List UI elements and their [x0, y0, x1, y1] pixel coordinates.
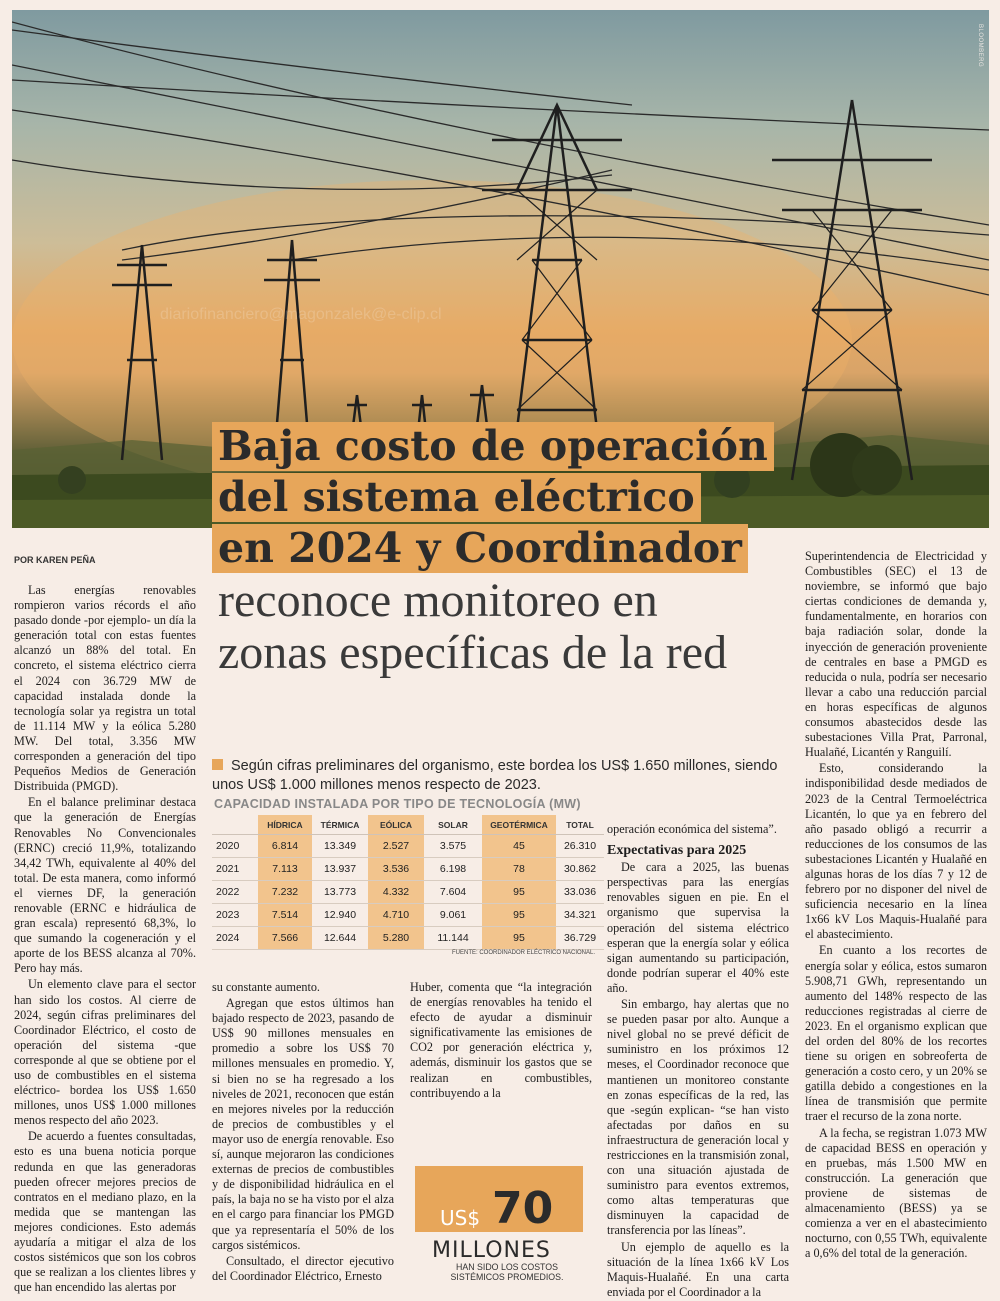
- table-cell: 6.814: [258, 835, 312, 858]
- table-cell: 12.644: [312, 927, 368, 950]
- watermark: diariofinanciero@magonzalek@e-clip.cl: [160, 306, 442, 323]
- table-cell: 33.036: [556, 881, 604, 904]
- table-cell: 6.198: [424, 858, 482, 881]
- table-cell: 12.940: [312, 904, 368, 927]
- pullquote-currency: US$: [440, 1206, 481, 1230]
- paragraph: A la fecha, se registran 1.073 MW de capacidad BESS en operación y en pruebas, más 1.500 MW en construcción. La generación que proviene de sistemas de almacenamiento (BESS) ya se comienza a ver en el abastecimiento nocturno, con 0,55 TWh, equivalente a 0,6% del total de la generación.: [805, 1125, 987, 1261]
- column-4: [607, 822, 789, 1301]
- paragraph: Un ejemplo de aquello es la situación de la línea 1x66 kV Los Maquis-Hualañé. En una carta enviada por el Coordinador a la: [607, 1239, 789, 1299]
- paragraph: En cuanto a los recortes de energía solar y eólica, estos sumaron 5.908,71 GWh, representando un aumento del 148% respecto de las reducciones registradas al cierre de 2023. En el organismo explican que del orden del 80% de los recortes tiene su origen en sobreoferta de generación a costo cero, y un 20% se gatilla debido a congestiones en la línea de transmisión que permite traer el recurso de la zona norte.: [805, 943, 987, 1124]
- table-row: [212, 881, 604, 904]
- table-cell: 7.232: [258, 881, 312, 904]
- table-cell: 95: [482, 904, 556, 927]
- table-title: CAPACIDAD INSTALADA POR TIPO DE TECNOLOGÍA (MW): [214, 797, 581, 811]
- paragraph: En el balance preliminar destaca que la generación de Energías Renovables No Convencionales (ERNC) creció 11,9%, totalizando 34,42 TWh, equivalente al 40% del total. De esta manera, como informó el viernes DF, la generación renovable (ERNC e hidráulica de gran escala) representó 68,3%, lo que sumando la cogeneración y el aporte de los BESS alcanza al 70%. Pero hay más.: [14, 795, 196, 976]
- table-cell: 36.729: [556, 927, 604, 950]
- byline: POR KAREN PEÑA: [14, 555, 96, 565]
- table-cell: 26.310: [556, 835, 604, 858]
- paragraph: Sin embargo, hay alertas que no se pueden pasar por alto. Aunque a nivel global no se prevé déficit de suministro en los próximos 12 meses, el Coordinador reconoce que mantienen un monitoreo constante en zonas específicas de la red, las que -según explican- “se han visto afectadas por daños en su infraestructura de generación local y restricciones en la transmisión zonal, con una situación ajustada de suministro para eventos extremos, como altas temperaturas que disminuyen la capacidad de transferencia por las líneas”.: [607, 997, 789, 1238]
- paragraph: De cara a 2025, las buenas perspectivas para las energías renovables siguen en pie. En el organismo que supervisa la operación del sistema eléctrico esperan que la energía solar y eólica sigan aumentando su participación, donde podrían superar el 40% este año.: [607, 860, 789, 995]
- summary-text: Según cifras preliminares del organismo, este bordea los US$ 1.650 millones, siendo unos US$ 1.000 millones menos respecto de 2023.: [212, 758, 778, 793]
- table-header: HÍDRICA: [258, 815, 312, 835]
- table-cell: 2.527: [368, 835, 424, 858]
- table-cell: 95: [482, 881, 556, 904]
- table-row: [212, 927, 604, 950]
- table-header: EÓLICA: [368, 815, 424, 835]
- paragraph: operación económica del sistema”.: [607, 822, 777, 836]
- pullquote-number: 70: [492, 1183, 554, 1234]
- headline: [212, 422, 772, 679]
- paragraph: Esto, considerando la indisponibilidad desde mediados de 2023 de la Central Termoeléctrica Licantén, lo que ya en febrero del año pasado obligó a recurrir a reducciones de los consumos de las subestaciones Licantén y Hualañé en algunas horas de los días 7 y 12 de febrero por no disponer del nivel de suficiencia necesario en la línea 1x66 kV Los Maquis-Hualañé para el abastecimiento.: [805, 761, 987, 942]
- photo-credit: BLOOMBERG: [977, 24, 983, 68]
- table-row: [212, 904, 604, 927]
- paragraph: su constante aumento.: [212, 980, 320, 994]
- table-cell: 13.773: [312, 881, 368, 904]
- table-cell: 7.514: [258, 904, 312, 927]
- table-cell: 2023: [212, 904, 258, 927]
- headline-line-5: zonas específicas de la red: [218, 626, 728, 679]
- table-cell: 7.604: [424, 881, 482, 904]
- table-source: FUENTE: COORDINADOR ELÉCTRICO NACIONAL.: [452, 950, 596, 956]
- pullquote-text: HAN SIDO LOS COSTOS SISTÉMICOS PROMEDIOS.: [450, 1262, 564, 1282]
- table-cell: 7.113: [258, 858, 312, 881]
- capacity-table: [212, 815, 604, 950]
- table-cell: 11.144: [424, 927, 482, 950]
- headline-line-3: en 2024 y Coordinador: [212, 524, 748, 573]
- section-heading: Expectativas para 2025: [607, 843, 747, 859]
- column-5: [805, 549, 987, 1262]
- column-2: [212, 980, 394, 1285]
- table-header-row: [212, 815, 604, 835]
- table-cell: 2024: [212, 927, 258, 950]
- paragraph: De acuerdo a fuentes consultadas, esto es una buena noticia porque redunda en que las generadoras pueden ofrecer mejores precios de contratos en el mediano plazo, en la medida que se mantengan las mejores condiciones. Esto además ayudaría a mitigar el alza de los costos sistémicos que son los cobros que se realizan a los clientes libres y que han encendido las alertas por: [14, 1129, 196, 1295]
- paragraph: Las energías renovables rompieron varios récords el año pasado donde -por ejemplo- un día la generación total con estas fuentes alcanzó un 88% del total. En concreto, el sistema eléctrico cierra el 2024 con 36.729 MW de capacidad instalada donde la tecnología solar ya registra un total de 11.114 MW y la eólica 5.280 MW. Del total, 3.356 MW corresponden a generación del tipo Pequeños Medios de Generación Distribuida (PMGD).: [14, 583, 196, 794]
- column-3: [410, 980, 592, 1102]
- table-row: [212, 835, 604, 858]
- headline-line-1: Baja costo de operación: [212, 422, 774, 471]
- headline-line-2: del sistema eléctrico: [212, 473, 701, 522]
- table-cell: 3.575: [424, 835, 482, 858]
- paragraph: Un elemento clave para el sector han sido los costos. Al cierre de 2024, según cifras preliminares del Coordinador Eléctrico, el costo de operación del sistema -que corresponde al que se obtiene por el uso de combustibles en el sistema eléctrico- bordea los US$ 1.650 millones, unos US$ 1.000 millones menos respecto del año 2023.: [14, 977, 196, 1128]
- table-cell: 45: [482, 835, 556, 858]
- table-cell: 13.349: [312, 835, 368, 858]
- table-cell: 7.566: [258, 927, 312, 950]
- table-cell: 4.710: [368, 904, 424, 927]
- table-header: SOLAR: [424, 815, 482, 835]
- paragraph: Agregan que estos últimos han bajado respecto de 2023, pasando de US$ 90 millones mensuales en promedio a sobre los US$ 70 millones mensuales en promedio. Y, si bien no se ha regresado a los niveles de 2021, reconocen que están en mejores niveles por la reducción de precios de combustibles y el mayor uso de energía renovable. Eso sí, aunque mejoraron las condiciones externas de precios de combustibles y de disponibilidad hidráulica en el país, la baja no se ha visto por el alza en el cargo para financiar los PMGD que ya representaría el 50% de los cargos sistémicos.: [212, 996, 394, 1252]
- table-cell: 4.332: [368, 881, 424, 904]
- table-cell: 2021: [212, 858, 258, 881]
- paragraph: Superintendencia de Electricidad y Combustibles (SEC) el 13 de noviembre, se informó que bajo ciertas condiciones de demanda y, fundamentalmente, en horarios con baja radiación solar, donde la inyección de generación proveniente de centrales en base a PMGD es reducida o nula, podría ser necesario llevar a cabo una reducción parcial en horas específicas de algunos consumos abastecidos desde las subestaciones Villa Prat, Parronal, Hualañé, Licantén y Ranguilí.: [805, 549, 987, 760]
- table-cell: 5.280: [368, 927, 424, 950]
- square-bullet-icon: [212, 759, 223, 770]
- paragraph: Huber, comenta que “la integración de energías renovables ha tenido el efecto de ayudar a disminuir significativamente las emisiones de CO2 por generación eléctrica y, además, disminuir los gastos que se realizan en combustibles, contribuyendo a la: [410, 980, 592, 1100]
- table-cell: 2020: [212, 835, 258, 858]
- table-cell: 95: [482, 927, 556, 950]
- table-cell: 78: [482, 858, 556, 881]
- table-header: [212, 815, 258, 835]
- table-cell: 34.321: [556, 904, 604, 927]
- headline-line-4: reconoce monitoreo en: [218, 574, 658, 627]
- table-cell: 3.536: [368, 858, 424, 881]
- table-cell: 30.862: [556, 858, 604, 881]
- table-cell: 2022: [212, 881, 258, 904]
- table-header: TOTAL: [556, 815, 604, 835]
- column-1: [14, 583, 196, 1296]
- table-cell: 9.061: [424, 904, 482, 927]
- summary: [212, 757, 782, 795]
- table-row: [212, 858, 604, 881]
- table-header: GEOTÉRMICA: [482, 815, 556, 835]
- paragraph: Consultado, el director ejecutivo del Coordinador Eléctrico, Ernesto: [212, 1253, 394, 1283]
- table-header: TÉRMICA: [312, 815, 368, 835]
- pullquote-unit: MILLONES: [432, 1238, 551, 1263]
- table-cell: 13.937: [312, 858, 368, 881]
